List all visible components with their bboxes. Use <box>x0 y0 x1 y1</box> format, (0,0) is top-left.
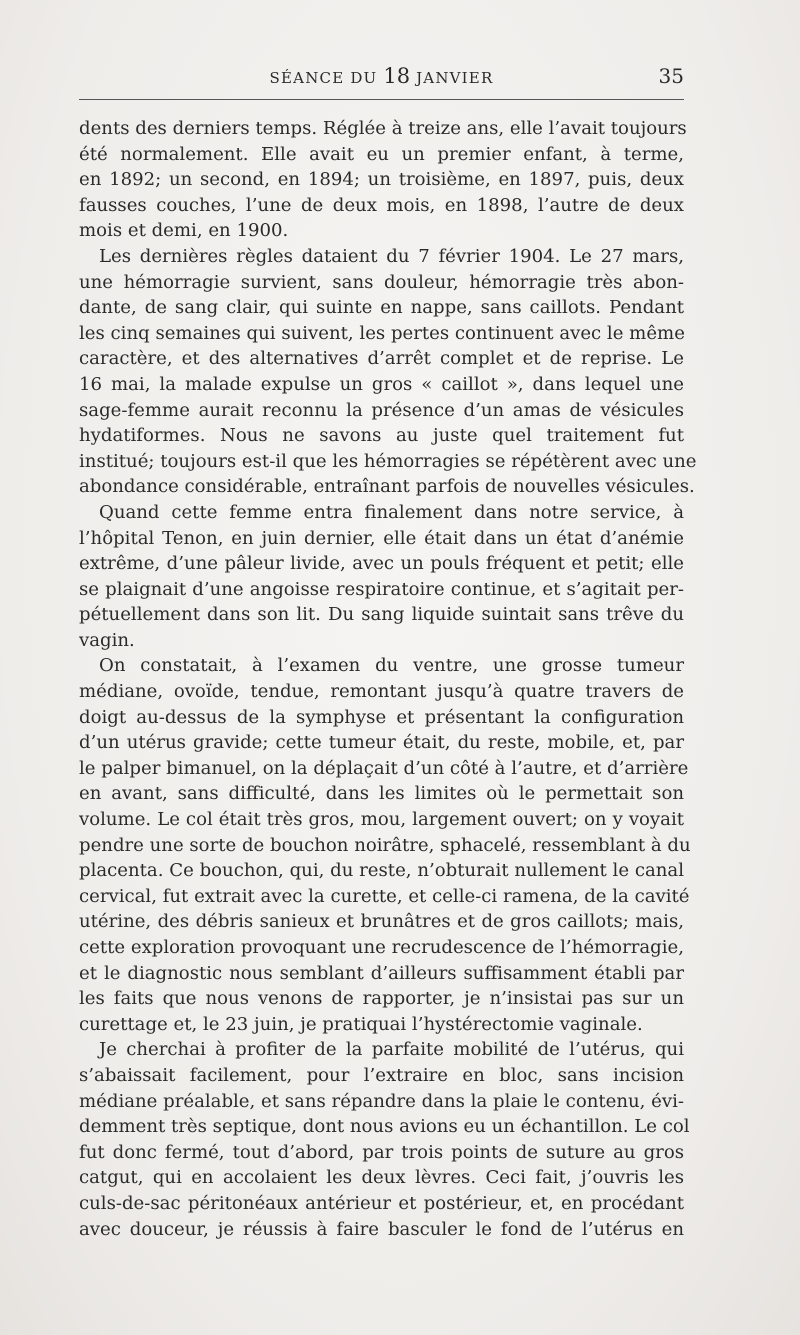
text-line: fut donc fermé, tout d’abord, par trois points de suture au gros <box>79 1141 684 1163</box>
text-line: institué; toujours est-il que les hémorragies se répétèrent avec une <box>79 450 697 472</box>
text-line: utérine, des débris sanieux et brunâtres et de gros caillots; mais, <box>79 911 684 933</box>
text-line: les cinq semaines qui suivent, les pertes continuent avec le même <box>79 322 685 344</box>
text-line: placenta. Ce bouchon, qui, du reste, n’obturait nullement le canal <box>79 860 684 882</box>
header-rule <box>79 99 684 100</box>
running-title-suffix: JANVIER <box>410 69 494 87</box>
text-line: hydatiformes. Nous ne savons au juste quel traitement fut <box>79 425 684 447</box>
text-line: volume. Le col était très gros, mou, largement ouvert; on y voyait <box>79 809 684 831</box>
text-line: On constatait, à l’examen du ventre, une grosse tumeur <box>99 655 684 677</box>
text-line: mois et demi, en 1900. <box>79 220 289 242</box>
text-line: en avant, sans difficulté, dans les limites où le permettait son <box>79 783 684 805</box>
text-line: dents des derniers temps. Réglée à treize ans, elle l’avait toujours <box>79 118 687 139</box>
text-line: d’un utérus gravide; cette tumeur était, du reste, mobile, et, par <box>79 732 684 754</box>
text-line: fausses couches, l’une de deux mois, en 1898, l’autre de deux <box>79 194 684 216</box>
text-line: curettage et, le 23 juin, je pratiquai l’hystérectomie vaginale. <box>79 1013 643 1035</box>
text-line: culs-de-sac péritonéaux antérieur et postérieur, et, en procédant <box>79 1192 684 1214</box>
text-line: médiane préalable, et sans répandre dans la plaie le contenu, évi- <box>79 1090 684 1112</box>
page-number: 35 <box>658 64 684 88</box>
text-line: doigt au-dessus de la symphyse et présentant la configuration <box>79 706 684 728</box>
text-line: Les dernières règles dataient du 7 février 1904. Le 27 mars, <box>99 245 684 267</box>
text-line: l’hôpital Tenon, en juin dernier, elle était dans un état d’anémie <box>79 527 684 549</box>
text-line: Quand cette femme entra finalement dans notre service, à <box>99 501 684 523</box>
text-line: médiane, ovoïde, tendue, remontant jusqu’à quatre travers de <box>79 681 684 703</box>
body-text <box>79 116 697 1242</box>
running-title <box>79 64 684 88</box>
running-header <box>79 64 684 90</box>
text-line: extrême, d’une pâleur livide, avec un pouls fréquent et petit; elle <box>79 553 684 575</box>
text-line: en 1892; un second, en 1894; un troisième, en 1897, puis, deux <box>79 169 684 191</box>
text-line: sage-femme aurait reconnu la présence d’un amas de vésicules <box>79 399 684 421</box>
text-line: vagin. <box>79 629 135 651</box>
text-line: une hémorragie survient, sans douleur, hémorragie très abon- <box>79 271 684 293</box>
text-line: été normalement. Elle avait eu un premier enfant, à terme, <box>79 143 684 165</box>
text-line: les faits que nous venons de rapporter, je n’insistai pas sur un <box>79 988 684 1010</box>
running-title-day: 18 <box>383 64 411 88</box>
text-line: se plaignait d’une angoisse respiratoire continue, et s’agitait per- <box>79 578 684 600</box>
text-line: pendre une sorte de bouchon noirâtre, sphacelé, ressemblant à du <box>79 834 691 856</box>
text-line: dante, de sang clair, qui suinte en nappe, sans caillots. Pendant <box>79 297 684 319</box>
text-line: cervical, fut extrait avec la curette, et celle-ci ramena, de la cavité <box>79 885 690 907</box>
text-line: s’abaissait facilement, pour l’extraire en bloc, sans incision <box>79 1064 684 1086</box>
text-line: 16 mai, la malade expulse un gros « caillot », dans lequel une <box>79 373 684 395</box>
text-line: avec douceur, je réussis à faire basculer le fond de l’utérus en <box>79 1218 684 1240</box>
text-line: abondance considérable, entraînant parfois de nouvelles vésicules. <box>79 476 695 498</box>
text-line: demment très septique, dont nous avions eu un échantillon. Le col <box>79 1116 690 1138</box>
text-line: le palper bimanuel, on la déplaçait d’un côté à l’autre, et d’arrière <box>79 757 689 779</box>
text-line: et le diagnostic nous semblant d’ailleurs suffisamment établi par <box>79 962 684 984</box>
text-line: catgut, qui en accolaient les deux lèvres. Ceci fait, j’ouvris les <box>79 1167 684 1189</box>
text-line: pétuellement dans son lit. Du sang liquide suintait sans trêve du <box>79 604 684 626</box>
text-line: Je cherchai à profiter de la parfaite mobilité de l’utérus, qui <box>99 1039 684 1061</box>
text-line: caractère, et des alternatives d’arrêt complet et de reprise. Le <box>79 348 684 370</box>
text-line: cette exploration provoquant une recrudescence de l’hémorragie, <box>79 937 684 958</box>
running-title-prefix: SÉANCE DU <box>269 69 384 87</box>
